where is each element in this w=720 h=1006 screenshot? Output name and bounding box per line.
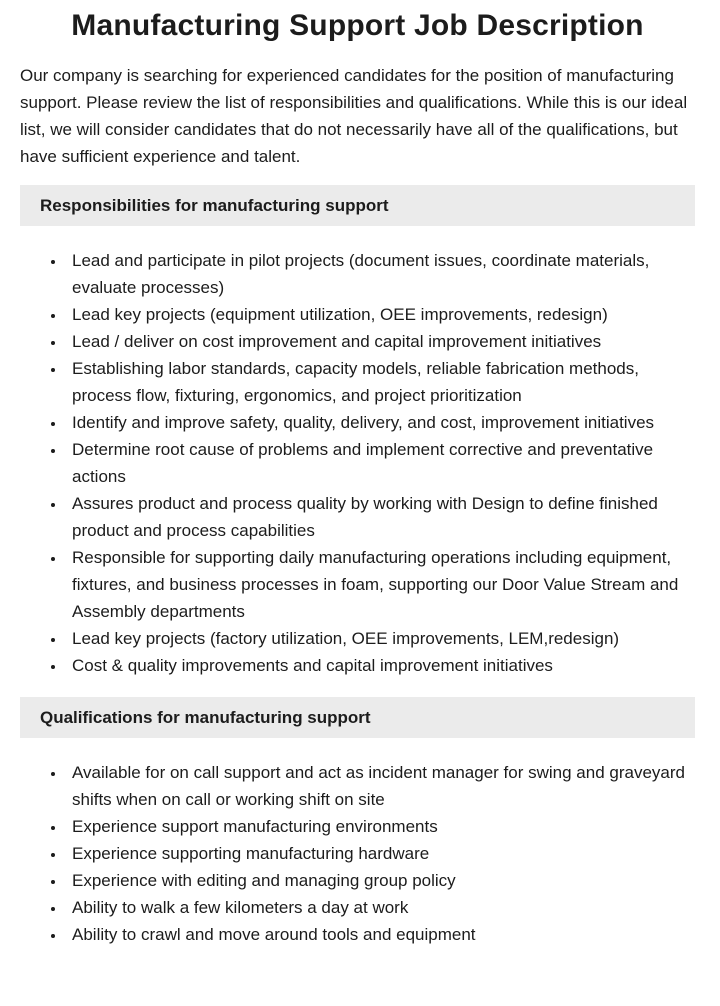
list-item: • Lead key projects (factory utilization, OEE improvements, LEM,redesign) [66,625,695,652]
list-item: • Lead key projects (equipment utilization, OEE improvements, redesign) [66,301,695,328]
list-item: • Experience support manufacturing environments [66,813,695,840]
list-item: • Ability to crawl and move around tools and equipment [66,921,695,948]
list-item: • Responsible for supporting daily manufacturing operations including equipment, fixtures, and business processes in foam, supporting our Door Value Stream and Assembly departments [66,544,695,625]
list-item: • Lead / deliver on cost improvement and capital improvement initiatives [66,328,695,355]
qualifications-list [20,759,695,948]
list-item: • Ability to walk a few kilometers a day at work [66,894,695,921]
responsibilities-list [20,247,695,679]
list-item: • Cost & quality improvements and capital improvement initiatives [66,652,695,679]
intro-paragraph: Our company is searching for experienced candidates for the position of manufacturing support. Please review the list of responsibilities and qualifications. While this is our ideal list, we will consider candidates that do not necessarily have all of the qualifications, but have sufficient experience and talent. [20,66,688,166]
list-item: • Lead and participate in pilot projects (document issues, coordinate materials, evaluate processes) [66,247,695,301]
section-heading-responsibilities: Responsibilities for manufacturing support [20,185,695,226]
page-title: Manufacturing Support Job Description [71,9,644,42]
list-item: • Assures product and process quality by working with Design to define finished product and process capabilities [66,490,695,544]
section-qualifications [20,697,695,948]
section-heading-qualifications: Qualifications for manufacturing support [20,697,695,738]
list-item: • Determine root cause of problems and implement corrective and preventative actions [66,436,695,490]
list-item: • Available for on call support and act as incident manager for swing and graveyard shifts when on call or working shift on site [66,759,695,813]
list-item: • Establishing labor standards, capacity models, reliable fabrication methods, process flow, fixturing, ergonomics, and project prioritization [66,355,695,409]
section-responsibilities [20,185,695,679]
list-item: • Experience with editing and managing group policy [66,867,695,894]
list-item: • Identify and improve safety, quality, delivery, and cost, improvement initiatives [66,409,695,436]
list-item: • Experience supporting manufacturing hardware [66,840,695,867]
